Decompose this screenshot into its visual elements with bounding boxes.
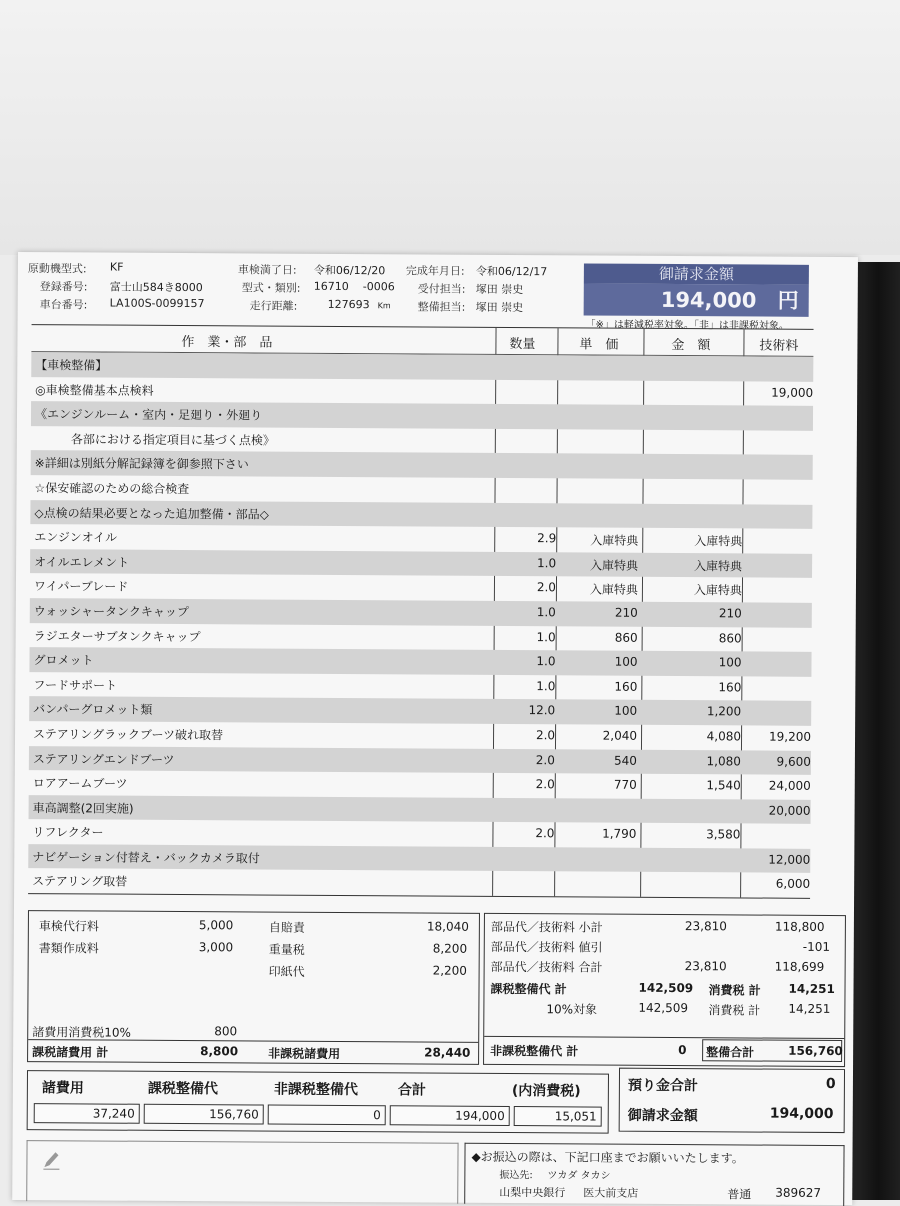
subtotal-label: 部品代／技術料 小計 xyxy=(491,918,603,936)
summary-right xyxy=(483,913,846,1067)
cell-unit: 入庫特典 xyxy=(558,531,638,548)
cell-name: ステアリングエンドブーツ xyxy=(33,750,175,768)
cell-qty: 2.9 xyxy=(498,531,556,545)
cell-unit: 入庫特典 xyxy=(558,581,638,598)
cell-name: 《エンジンルーム・室内・足廻り・外廻り xyxy=(35,405,262,423)
cell-unit: 540 xyxy=(557,753,637,767)
cell-qty: 1.0 xyxy=(498,556,556,570)
completion-value: 令和06/12/17 xyxy=(476,263,548,279)
header-work-parts: 作 業・部 品 xyxy=(181,331,272,351)
cell-name: ラジエターサブタンクキャップ xyxy=(34,627,201,645)
inspection-expiry-label: 車検満了日: xyxy=(238,261,297,277)
cell-unit: 100 xyxy=(557,654,637,668)
cell-amount: 4,080 xyxy=(641,729,741,744)
header-qty: 数量 xyxy=(509,333,535,352)
cell-unit: 160 xyxy=(557,679,637,693)
cell-amount: 1,200 xyxy=(641,704,741,719)
invoice-paper xyxy=(12,252,858,1205)
cell-name: エンジンオイル xyxy=(34,528,117,546)
docs-fee-value: 3,000 xyxy=(199,940,233,954)
stamp-label: 印紙代 xyxy=(269,963,305,980)
cell-unit: 2,040 xyxy=(557,728,637,742)
mileage-label: 走行距離: xyxy=(250,297,298,313)
summary-section xyxy=(27,910,828,1065)
cell-qty: 1.0 xyxy=(497,654,555,668)
cell-tech: 24,000 xyxy=(741,779,811,793)
pen-icon xyxy=(41,1149,61,1171)
cell-qty: 2.0 xyxy=(497,728,555,742)
bank-branch: 医大前支店 xyxy=(583,1184,638,1200)
cell-amount xyxy=(643,409,743,410)
cell-amount: 1,080 xyxy=(641,753,741,768)
totals-sum-label: 合計 xyxy=(398,1079,426,1099)
cell-unit: 210 xyxy=(558,605,638,619)
cell-name: ウォッシャータンクキャップ xyxy=(34,602,189,620)
grand-total-unit: 円 xyxy=(778,289,799,313)
weight-tax-label: 重量税 xyxy=(269,941,305,958)
mileage-unit: Km xyxy=(378,301,391,310)
billing-value: 194,000 xyxy=(770,1106,834,1122)
totals-taxable-value: 156,760 xyxy=(144,1104,264,1125)
total-tech: 118,699 xyxy=(775,960,825,974)
cell-amount: 1,540 xyxy=(641,778,741,793)
service-total-value: 156,760 xyxy=(788,1044,843,1058)
model-value-2: -0006 xyxy=(363,280,395,293)
nontax-misc-value: 28,440 xyxy=(424,1045,470,1059)
account-number: 389627 xyxy=(775,1186,821,1200)
grand-total-amount xyxy=(584,283,809,316)
cell-amount: 100 xyxy=(641,655,741,670)
taxable-service-label: 課税整備代 計 xyxy=(490,980,566,997)
stamp-value: 2,200 xyxy=(433,964,467,978)
cell-unit: 1,790 xyxy=(556,827,636,841)
totals-sum-value: 194,000 xyxy=(390,1105,510,1126)
cell-amount: 入庫特典 xyxy=(642,532,742,550)
taxable-service-value: 142,509 xyxy=(638,981,693,995)
cell-name: ナビゲーション付替え・バックカメラ取付 xyxy=(32,848,260,866)
agency-fee-value: 5,000 xyxy=(199,918,233,932)
reg-no-label: 登録番号: xyxy=(40,278,88,294)
reg-no-value: 富士山584き8000 xyxy=(110,279,203,296)
grand-total-label: 御請求金額 xyxy=(584,263,809,284)
payee-value: ツカダ タカシ xyxy=(547,1166,610,1181)
consumption-tax-value: 14,251 xyxy=(788,982,834,996)
cell-name: リフレクター xyxy=(32,823,103,840)
bank-transfer-info xyxy=(464,1143,844,1206)
totals-nontax-label: 非課税整備代 xyxy=(274,1079,358,1100)
vin-label: 車台番号: xyxy=(40,296,88,312)
discount-label: 部品代／技術料 値引 xyxy=(491,938,603,956)
cali-label: 自賠責 xyxy=(269,919,305,936)
agency-fee-label: 車検代行料 xyxy=(39,917,99,934)
cell-unit: 770 xyxy=(557,777,637,791)
service-total-label: 整備合計 xyxy=(706,1043,754,1060)
misc-tax-value: 800 xyxy=(214,1024,237,1038)
ten-pct-label: 10%対象 xyxy=(546,1000,597,1017)
nontax-misc-label: 非課税諸費用 xyxy=(268,1045,340,1062)
vin-value: LA100S-0099157 xyxy=(110,297,205,311)
totals-incl-tax-label: (内消費税) xyxy=(512,1080,581,1100)
totals-misc-value: 37,240 xyxy=(34,1103,140,1124)
cell-amount: 210 xyxy=(642,606,742,621)
cell-name: 車高調整(2回実施) xyxy=(33,799,134,817)
grand-total-box xyxy=(584,263,809,316)
cell-qty: 12.0 xyxy=(497,703,555,717)
totals-nontax-value: 0 xyxy=(268,1105,386,1126)
cell-amount xyxy=(641,803,741,804)
totals-taxable-label: 課税整備代 xyxy=(148,1078,218,1098)
cell-tech: 19,000 xyxy=(743,385,813,399)
totals-bar xyxy=(27,1070,609,1134)
cell-name: ※詳細は別紙分解記録簿を御参照下さい xyxy=(35,454,249,472)
deposit-value: 0 xyxy=(826,1076,836,1092)
header-unit-price: 単 価 xyxy=(579,333,618,352)
items-table xyxy=(28,324,813,899)
header-tech-fee: 技術料 xyxy=(759,335,798,354)
table-row xyxy=(28,869,810,898)
bank-name: 山梨中央銀行 xyxy=(499,1184,565,1200)
cell-unit: 100 xyxy=(557,704,637,718)
deposit-label: 預り金合計 xyxy=(628,1075,698,1095)
docs-fee-label: 書類作成料 xyxy=(39,939,99,956)
cell-tech: 9,600 xyxy=(741,754,811,768)
mechanic-label: 整備担当: xyxy=(418,298,466,314)
cell-qty: 2.0 xyxy=(498,580,556,594)
subtotal-parts: 23,810 xyxy=(685,919,727,933)
cell-name: フードサポート xyxy=(33,676,117,694)
cell-amount xyxy=(643,483,743,484)
cell-amount xyxy=(642,507,742,508)
cell-unit: 入庫特典 xyxy=(558,556,638,573)
cell-amount xyxy=(643,458,743,459)
taxable-misc-value: 8,800 xyxy=(200,1044,238,1058)
cell-amount xyxy=(640,852,740,853)
account-type: 普通 xyxy=(727,1185,751,1202)
cell-tech: 12,000 xyxy=(740,852,810,866)
taxable-misc-label: 課税諸費用 計 xyxy=(32,1043,108,1060)
background-top-sheet xyxy=(0,0,900,255)
cell-name: オイルエレメント xyxy=(34,553,129,571)
completion-label: 完成年月日: xyxy=(406,262,465,278)
cell-name: ☆保安確認のための総合検査 xyxy=(35,479,190,497)
consumption-tax-label: 消費税 計 xyxy=(708,981,760,998)
cell-amount: 3,580 xyxy=(640,827,740,842)
cell-name: グロメット xyxy=(33,651,93,668)
model-label: 型式・類別: xyxy=(242,279,301,295)
discount-tech: -101 xyxy=(803,940,830,954)
cell-name: 各部における指定項目に基づく点検》 xyxy=(35,430,275,448)
payee-label: 振込先: xyxy=(499,1166,532,1181)
mechanic-value: 塚田 崇史 xyxy=(476,299,524,315)
misc-tax-label: 諸費用消費税10% xyxy=(32,1023,131,1041)
cell-amount xyxy=(643,384,743,385)
cell-tech: 6,000 xyxy=(740,877,810,891)
cell-amount xyxy=(640,876,740,877)
header-amount: 金 額 xyxy=(671,334,710,353)
cell-name: ワイパーブレード xyxy=(34,577,128,595)
engine-type-label: 原動機型式: xyxy=(28,260,87,276)
cell-amount: 入庫特典 xyxy=(642,557,742,575)
ten-pct-value: 142,509 xyxy=(638,1001,688,1015)
memo-area xyxy=(26,1140,458,1204)
cell-qty: 1.0 xyxy=(498,605,556,619)
ten-pct-tax-label: 消費税 計 xyxy=(708,1001,760,1018)
cell-name: ◎車検整備基本点検料 xyxy=(35,381,154,399)
weight-tax-value: 8,200 xyxy=(433,942,467,956)
table-body xyxy=(28,352,813,898)
nontax-service-label: 非課税整備代 計 xyxy=(490,1042,578,1060)
cell-name: 【車検整備】 xyxy=(35,356,107,373)
cell-qty: 2.0 xyxy=(496,826,554,840)
cali-value: 18,040 xyxy=(427,920,469,934)
reception-label: 受付担当: xyxy=(418,280,466,296)
deposit-billing-box xyxy=(619,1068,845,1133)
cell-amount xyxy=(643,360,743,361)
subtotal-tech: 118,800 xyxy=(775,920,825,934)
cell-qty: 1.0 xyxy=(498,629,556,643)
nontax-service-value: 0 xyxy=(678,1043,686,1057)
cell-amount: 160 xyxy=(641,680,741,695)
cell-qty: 2.0 xyxy=(497,777,555,791)
cell-qty: 1.0 xyxy=(497,679,555,693)
total-label: 部品代／技術料 合計 xyxy=(491,958,603,976)
cell-tech: 19,200 xyxy=(741,729,811,743)
summary-left xyxy=(27,910,480,1065)
transfer-note: ◆お振込の際は、下記口座までお願いいたします。 xyxy=(471,1148,743,1167)
cell-name: ステアリングラックブーツ破れ取替 xyxy=(33,725,223,743)
grand-total-value: 194,000 xyxy=(661,288,757,313)
cell-amount: 860 xyxy=(642,630,742,645)
cell-name: ステアリング取替 xyxy=(32,873,127,891)
model-value-1: 16710 xyxy=(314,280,349,293)
total-parts: 23,810 xyxy=(685,959,727,973)
engine-type-value: KF xyxy=(110,261,124,274)
cell-amount xyxy=(643,434,743,435)
cell-amount: 入庫特典 xyxy=(642,581,742,599)
ten-pct-tax-value: 14,251 xyxy=(788,1002,830,1016)
cell-name: ◇点検の結果必要となった追加整備・部品◇ xyxy=(34,504,269,522)
cell-name: バンパーグロメット類 xyxy=(33,700,152,718)
tax-note: 「※」は軽減税率対象。「非」は非課税対象。 xyxy=(586,315,789,331)
inspection-expiry-value: 令和06/12/20 xyxy=(314,262,386,278)
cell-name: ロアアームブーツ xyxy=(33,774,128,792)
mileage-value: 127693 xyxy=(328,298,370,311)
billing-label: 御請求金額 xyxy=(628,1105,698,1125)
cell-tech: 20,000 xyxy=(741,803,811,817)
cell-qty: 2.0 xyxy=(497,752,555,766)
totals-misc-label: 諸費用 xyxy=(42,1077,84,1097)
cell-unit: 860 xyxy=(558,630,638,644)
totals-incl-tax-value: 15,051 xyxy=(514,1106,602,1127)
reception-value: 塚田 崇史 xyxy=(476,281,524,297)
